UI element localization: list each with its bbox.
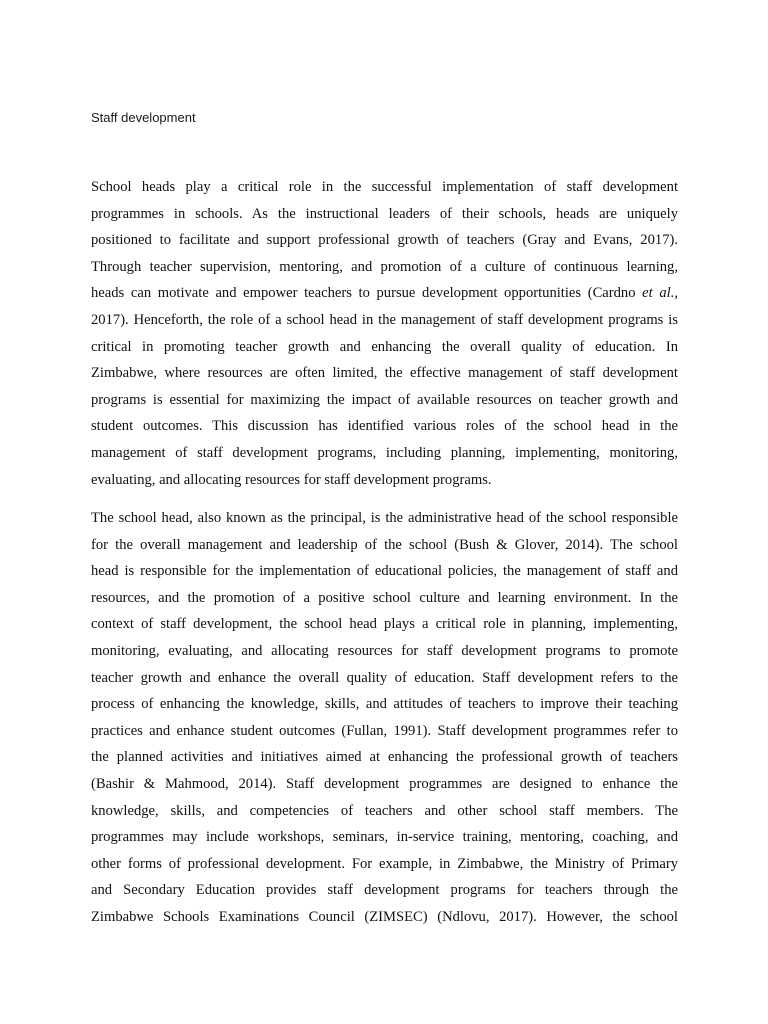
text-line: positioned to facilitate and support professional growth of teachers (Gray and Evans, 2017). (91, 232, 678, 249)
text-line: (Bashir & Mahmood, 2014). Staff development programmes are designed to enhance the (91, 775, 678, 792)
paragraph-2 (91, 505, 678, 931)
text-fragment: heads can motivate and empower teachers to pursue development opportunities (Cardno (91, 285, 643, 302)
text-line: management of staff development programs, including planning, implementing, monitoring, (91, 444, 678, 461)
text-line (91, 280, 678, 307)
text-line: School heads play a critical role in the successful implementation of staff development (91, 179, 678, 195)
text-line: student outcomes. This discussion has identified various roles of the school head in the (91, 418, 678, 435)
text-line: teacher growth and enhance the overall quality of education. Staff development refers to the (91, 669, 678, 686)
text-line: 2017). Henceforth, the role of a school head in the management of staff development programs is (91, 311, 678, 328)
text-line: programmes may include workshops, seminars, in-service training, mentoring, coaching, and (91, 829, 678, 846)
text-line: Through teacher supervision, mentoring, and promotion of a culture of continuous learning, (91, 258, 678, 275)
text-line: resources, and the promotion of a positive school culture and learning environment. In the (91, 589, 678, 606)
text-line: Zimbabwe Schools Examinations Council (ZIMSEC) (Ndlovu, 2017). However, the school (91, 908, 678, 925)
text-line: programs is essential for maximizing the impact of available resources on teacher growth and (91, 391, 678, 408)
text-line: process of enhancing the knowledge, skills, and attitudes of teachers to improve their teaching (91, 696, 678, 713)
text-line: context of staff development, the school head plays a critical role in planning, implementing, (91, 616, 678, 633)
text-line: and Secondary Education provides staff development programs for teachers through the (91, 882, 678, 899)
text-line: head is responsible for the implementation of educational policies, the management of staff and (91, 563, 678, 580)
text-line: knowledge, skills, and competencies of teachers and other school staff members. The (91, 802, 678, 819)
citation-italic: et al., (642, 285, 678, 302)
text-line: other forms of professional development. For example, in Zimbabwe, the Ministry of Primary (91, 855, 678, 872)
section-heading: Staff development (91, 110, 196, 125)
text-line: practices and enhance student outcomes (Fullan, 1991). Staff development programmes refer to (91, 722, 678, 739)
text-line: critical in promoting teacher growth and enhancing the overall quality of education. In (91, 338, 678, 355)
paragraph-1 (91, 174, 678, 493)
text-line: evaluating, and allocating resources for staff development programs. (91, 471, 492, 488)
text-line: Zimbabwe, where resources are often limited, the effective management of staff development (91, 365, 678, 382)
text-line: the planned activities and initiatives aimed at enhancing the professional growth of teachers (91, 749, 678, 766)
text-line: The school head, also known as the principal, is the administrative head of the school responsible (91, 510, 678, 526)
text-line: for the overall management and leadership of the school (Bush & Glover, 2014). The school (91, 536, 678, 553)
text-line: programmes in schools. As the instructional leaders of their schools, heads are uniquely (91, 205, 678, 222)
text-line: monitoring, evaluating, and allocating resources for staff development programs to promote (91, 642, 678, 659)
